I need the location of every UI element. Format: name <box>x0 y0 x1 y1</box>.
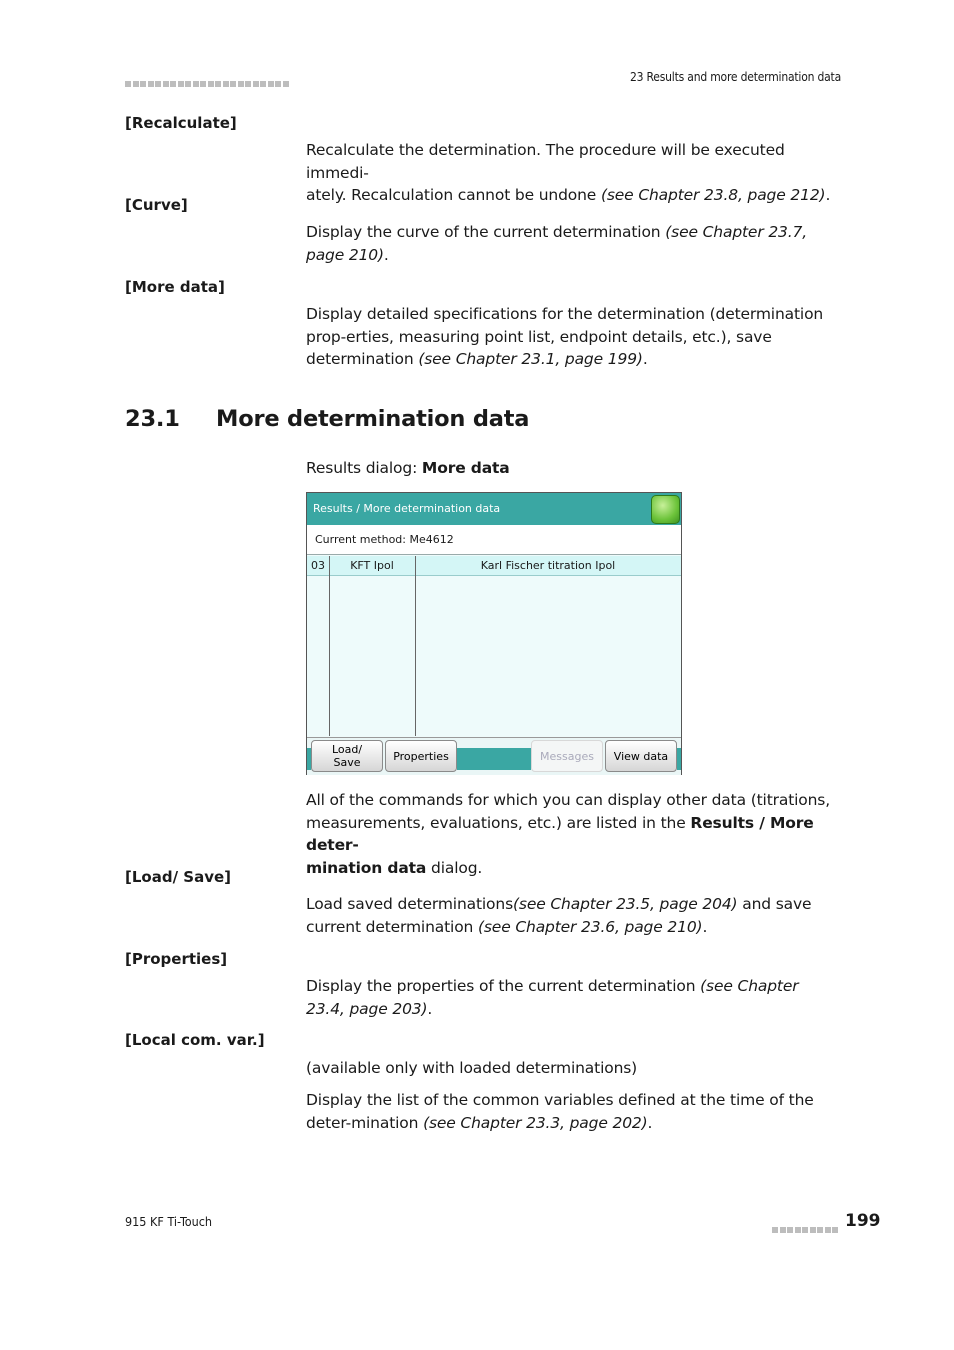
properties-button[interactable]: Properties <box>385 740 457 772</box>
button-bar <box>307 737 681 775</box>
screenshot-title: Results / More determination data <box>307 493 649 525</box>
desc-load-save: Load saved determinations(see Chapter 23.5, page 204) and save current determination (see Chapter 23.6, page 210). <box>306 895 812 936</box>
header-decoration <box>125 72 307 80</box>
footer-decoration <box>772 1218 840 1237</box>
home-button[interactable] <box>649 493 681 525</box>
column-divider <box>415 556 416 736</box>
home-icon <box>651 495 680 524</box>
term-local-com-var: [Local com. var.] <box>125 1031 265 1049</box>
device-screenshot <box>306 492 682 775</box>
messages-button[interactable]: Messages <box>531 740 603 772</box>
table-row[interactable]: 03 KFT Ipol Karl Fischer titration Ipol <box>307 556 681 576</box>
footer-product: 915 KF Ti-Touch <box>125 1214 213 1229</box>
desc-curve: Display the curve of the current determination (see Chapter 23.7, page 210). <box>306 223 808 264</box>
note-local-com-var: (available only with loaded determinations) <box>306 1059 638 1077</box>
dialog-caption: Results dialog: More data <box>306 459 510 477</box>
column-divider <box>329 556 330 736</box>
running-header: 23 Results and more determination data <box>629 70 841 84</box>
section-title: More determination data <box>216 406 530 432</box>
section-number: 23.1 <box>125 406 180 432</box>
term-load-save: [Load/ Save] <box>125 868 232 886</box>
term-curve: [Curve] <box>125 196 188 214</box>
intro-paragraph: All of the commands for which you can display other data (titrations, measurements, evaluations, etc.) are listed in the Results / More deter- mination data dialog. <box>306 791 830 877</box>
desc-properties: Display the properties of the current determination (see Chapter 23.4, page 203). <box>306 977 799 1018</box>
desc-more-data: Display detailed specifications for the determination (determination prop-erties, measuring point list, endpoint details, etc.), save determination (see Chapter 23.1, page 199). <box>306 305 824 369</box>
term-more-data: [More data] <box>125 278 225 296</box>
desc-local-com-var: Display the list of the common variables defined at the time of the deter-mination (see Chapter 23.3, page 202). <box>306 1091 814 1132</box>
desc-recalculate: Recalculate the determination. The procedure will be executed immedi- ately. Recalculation cannot be undone (see Chapter 23.8, page 212). <box>306 141 831 205</box>
term-recalculate: [Recalculate] <box>125 114 237 132</box>
method-line: Current method: Me4612 <box>307 525 681 555</box>
load-save-button[interactable]: Load/ Save <box>311 740 383 772</box>
view-data-button[interactable]: View data <box>605 740 677 772</box>
term-properties: [Properties] <box>125 950 228 968</box>
section-heading <box>125 406 529 432</box>
page-number: 199 <box>845 1211 881 1231</box>
